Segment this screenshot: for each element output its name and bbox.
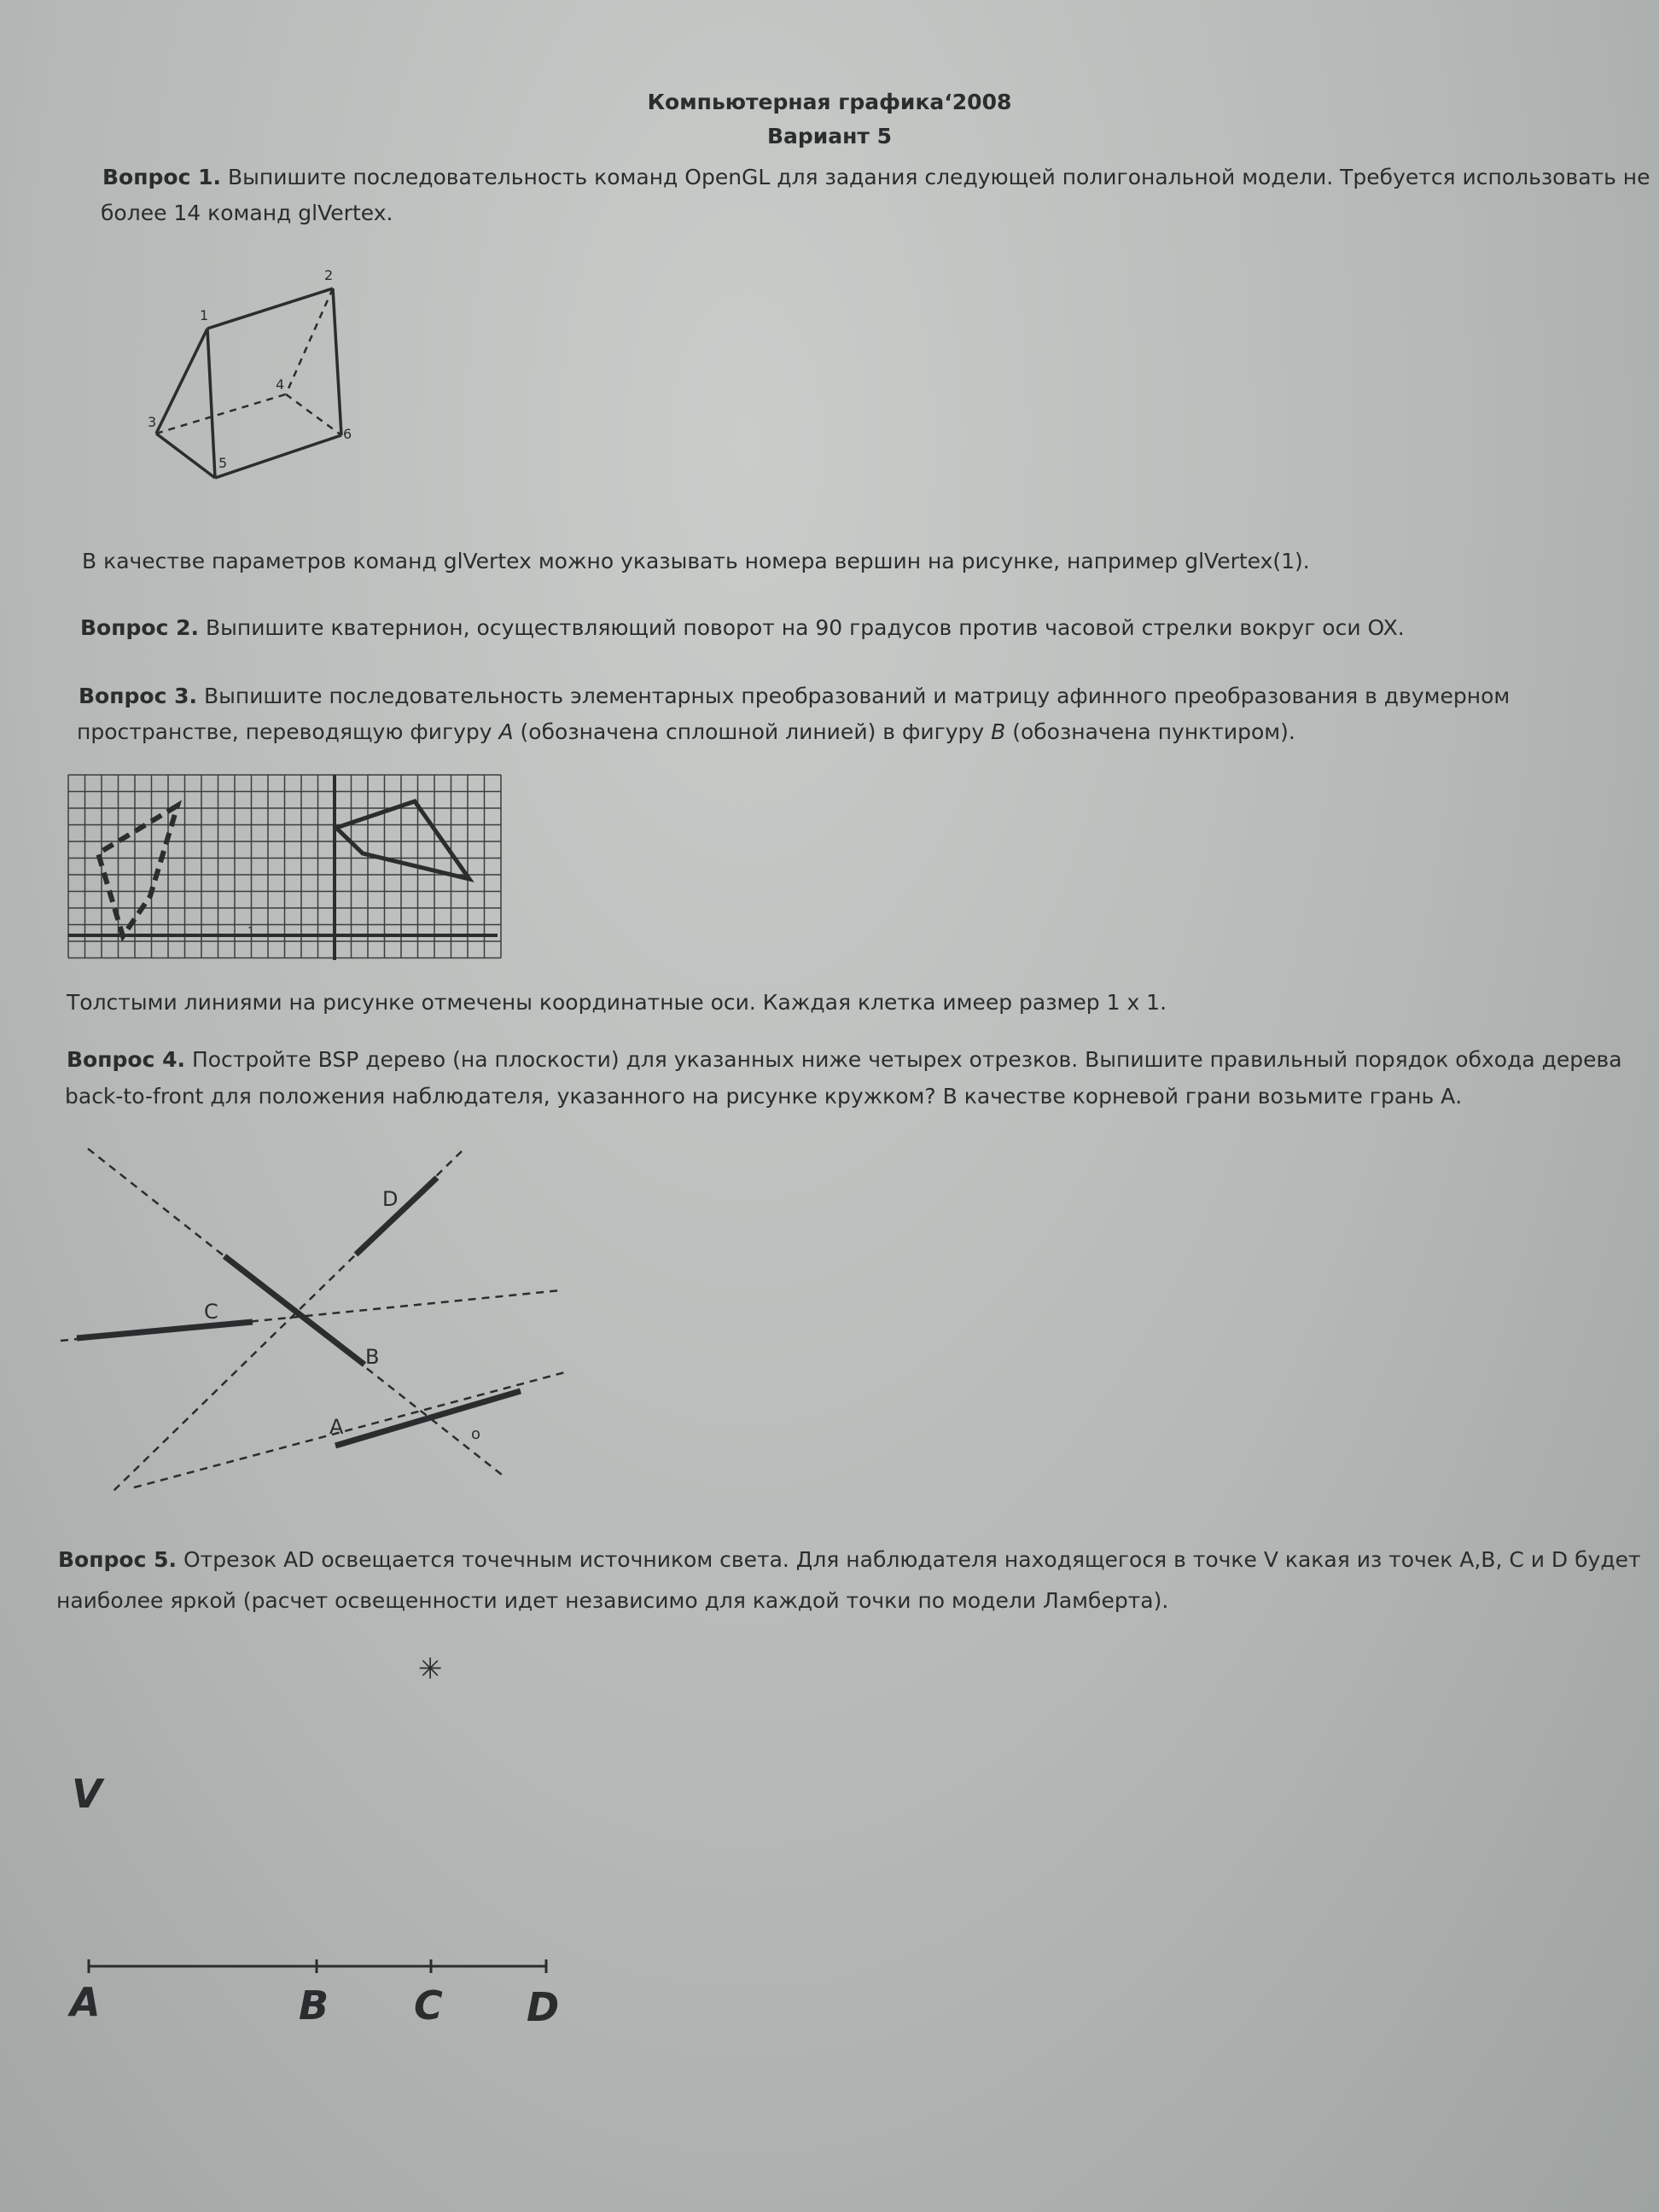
q5-text-2: наиболее яркой (расчет освещенности идет независимо для каждой точки по модели Ламберта). [56,1588,1169,1613]
grid-unit-label: 1 [247,926,255,939]
q4-text-2: back-to-front для положения наблюдателя, указанного на рисунке кружком? В качестве корневой грани возьмите грань А. [65,1084,1463,1109]
q4-line1 [67,1043,1622,1077]
q5-label: Вопрос 5. [58,1547,177,1572]
segment-a-line [335,1391,521,1446]
vertex-6-label: 6 [343,426,352,442]
segment-c-line [77,1322,253,1338]
q3-text-2b: (обозначена сплошной линией) в фигуру [513,719,992,744]
q5-line1 [58,1543,1641,1577]
segment-c-label: C [204,1300,218,1324]
q3-line1 [79,679,1510,713]
prism-figure [156,288,341,478]
q2-label: Вопрос 2. [80,615,199,640]
vertex-3-label: 3 [148,414,157,430]
q1-text-2: более 14 команд glVertex. [101,201,393,225]
vertex-5-label: 5 [218,455,228,471]
figure-a-solid [336,801,469,879]
segment-d-label: D [382,1187,399,1211]
q4-text-1: Постройте BSP дерево (на плоскости) для указанных ниже четырех отрезков. Выпишите правильный порядок обхода дерева [191,1047,1622,1072]
point-c-label: C [414,1982,443,2029]
q1-label: Вопрос 1. [102,165,221,189]
light-source-icon: ✳ [418,1652,443,1686]
segment-b-label: B [365,1345,380,1369]
q3-text-1: Выпишите последовательность элементарных преобразований и матрицу афинного преобразования в двумерном [203,684,1511,708]
bsp-figure [61,1149,568,1491]
vertex-4-label: 4 [276,376,285,393]
q3-label: Вопрос 3. [79,684,197,708]
q4-label: Вопрос 4. [67,1047,185,1072]
q3-text-2c: (обозначена пунктиром). [1005,719,1295,744]
q2-body: Выпишите кватернион, осуществляющий поворот на 90 градусов против часовой стрелки вокруг оси OX. [205,615,1405,640]
point-d-label: D [527,1984,560,2030]
q3-figure-b: B [991,719,1006,744]
page-title: Компьютерная графика‘2008 [647,90,1012,114]
q2-text [80,611,1405,645]
point-a-label: A [70,1979,101,2025]
coordinate-axes [68,775,498,960]
q3-note: Толстыми линиями на рисунке отмечены координатные оси. Каждая клетка имеер размер 1 х 1. [67,990,1167,1015]
q1-note: В качестве параметров команд glVertex можно указывать номера вершин на рисунке, например glVertex(1). [82,549,1310,573]
vertex-2-label: 2 [324,267,334,283]
q5-text-1: Отрезок AD освещается точечным источником света. Для наблюдателя находящегося в точке V какая из точек A,B, C и D будет [183,1547,1641,1572]
point-b-label: B [299,1982,329,2029]
viewer-label: V [72,1771,102,1817]
vertex-1-label: 1 [200,307,209,323]
variant-title: Вариант 5 [766,124,893,148]
q3-text-2a: пространстве, переводящую фигуру [77,719,499,744]
q3-line2 [77,715,1295,749]
observer-marker: o [471,1425,481,1443]
segment-a-label: A [329,1415,344,1439]
segment-b-line [224,1256,364,1365]
q3-figure-a: A [498,719,514,744]
q1-text-1: Выпишите последовательность команд OpenGL для задания следующей полигональной модели. Требуется использовать не [227,165,1650,189]
transform-grid [68,775,501,958]
